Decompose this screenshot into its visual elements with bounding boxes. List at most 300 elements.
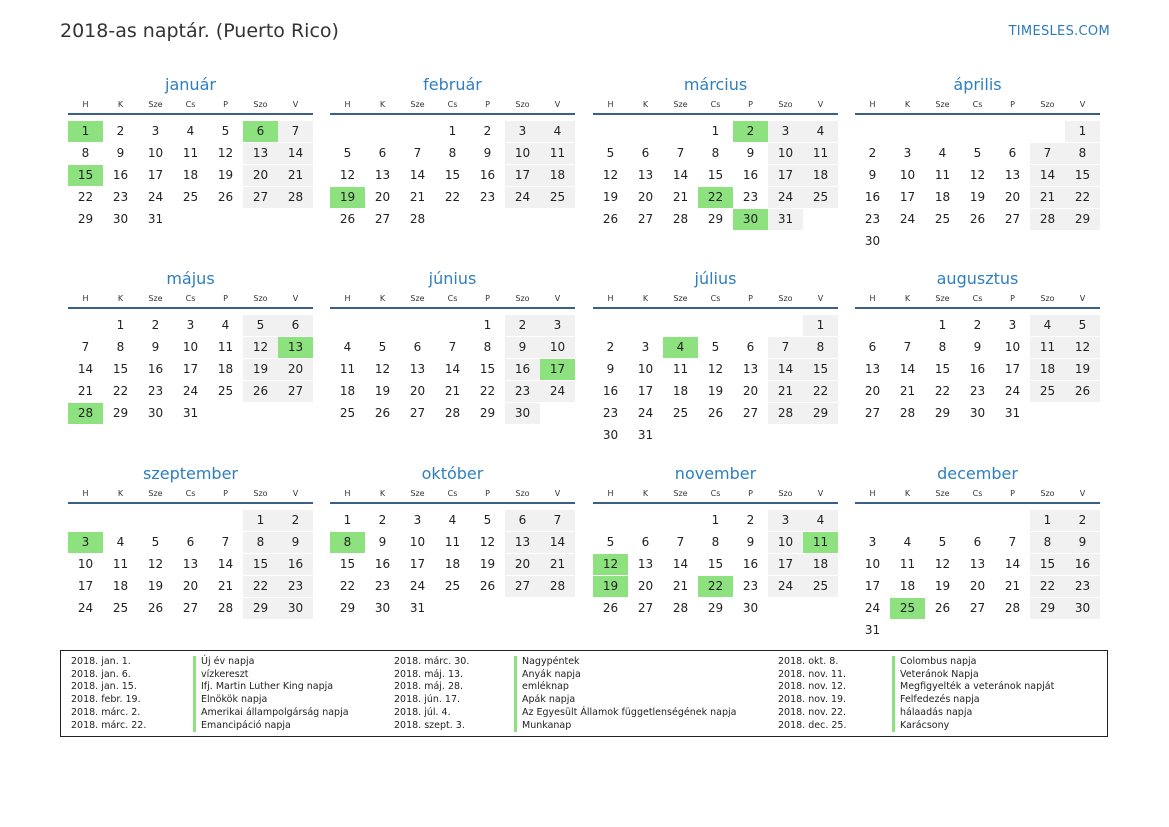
day-cell: 16 [374,557,391,571]
day-cell: 26 [479,579,496,593]
weekday-label: Cs [447,294,458,303]
weekday-label: P [748,100,753,109]
holiday-day-cell: 8 [330,532,365,553]
weekday-label: K [642,100,649,109]
day-cell: 12 [1065,337,1100,358]
day-cell: 7 [81,340,90,354]
day-cell: 28 [768,403,803,424]
holiday-day-cell: 3 [68,532,103,553]
day-cell: 23 [864,212,881,226]
weekday-label: P [223,294,228,303]
day-cell: 12 [479,535,496,549]
month-4 [855,73,1100,247]
holiday-day-cell: 1 [68,121,103,142]
day-cell: 27 [409,406,426,420]
day-cell: 9 [746,146,755,160]
day-cell: 29 [803,403,838,424]
day-cell: 9 [746,535,755,549]
holiday-name: emléknap [522,681,569,693]
day-cell: 17 [768,165,803,186]
weekday-label: V [1079,294,1086,303]
day-cell: 18 [899,579,916,593]
weekday-label: K [904,100,911,109]
day-cell: 25 [112,601,129,615]
day-cell: 5 [973,146,982,160]
day-cell: 10 [899,168,916,182]
day-cell: 2 [606,340,615,354]
day-cell: 5 [606,146,615,160]
day-grid [330,115,575,247]
day-cell: 19 [969,190,986,204]
weekday-label: K [379,100,386,109]
day-cell: 23 [374,579,391,593]
day-cell: 5 [711,340,720,354]
weekday-label: Cs [185,489,196,498]
weekday-label: H [607,100,614,109]
weekday-label: H [607,489,614,498]
day-cell: 24 [182,384,199,398]
weekday-label: P [485,489,490,498]
month-12 [855,462,1100,636]
holiday-name: Ifj. Martin Luther King napja [201,681,334,693]
day-cell: 28 [278,187,313,208]
day-cell: 8 [116,340,125,354]
day-cell: 25 [1030,381,1065,402]
day-cell: 13 [637,557,654,571]
day-cell: 15 [479,362,496,376]
weekday-label: Cs [447,100,458,109]
day-cell: 16 [742,168,759,182]
holiday-date-column [778,656,846,732]
day-cell: 13 [637,168,654,182]
holiday-date: 2018. márc. 22. [71,719,147,731]
holiday-name: Karácsony [900,719,950,731]
holiday-day-cell: 22 [698,576,733,597]
day-cell: 31 [637,428,654,442]
weekday-label: P [223,489,228,498]
day-cell: 2 [116,124,125,138]
day-cell: 15 [112,362,129,376]
holiday-day-cell: 4 [663,337,698,358]
month-10 [330,462,575,636]
day-cell: 9 [151,340,160,354]
day-cell: 8 [243,532,278,553]
day-cell: 18 [803,165,838,186]
day-cell: 3 [768,510,803,531]
day-cell: 20 [182,579,199,593]
day-grid [68,309,313,441]
day-cell: 22 [444,190,461,204]
day-cell: 28 [540,576,575,597]
day-cell: 19 [602,190,619,204]
holiday-name: Emancipáció napja [201,719,291,731]
day-cell: 6 [973,535,982,549]
day-cell: 24 [147,190,164,204]
holiday-date: 2018. febr. 19. [71,694,141,706]
day-cell: 19 [243,359,278,380]
day-cell: 1 [711,513,720,527]
weekday-label: K [117,100,124,109]
day-cell: 2 [1065,510,1100,531]
day-cell: 20 [637,579,654,593]
day-cell: 22 [77,190,94,204]
day-cell: 1 [938,318,947,332]
weekday-label: P [1010,489,1015,498]
day-cell: 1 [243,510,278,531]
day-cell: 18 [339,384,356,398]
day-cell: 3 [540,315,575,336]
day-cell: 13 [742,362,759,376]
day-cell: 4 [221,318,230,332]
day-cell: 5 [1065,315,1100,336]
day-cell: 20 [243,165,278,186]
day-cell: 24 [768,187,803,208]
day-cell: 9 [868,168,877,182]
holiday-day-cell: 28 [68,403,103,424]
day-cell: 10 [1004,340,1021,354]
day-cell: 22 [339,579,356,593]
day-cell: 9 [1065,532,1100,553]
day-cell: 12 [339,168,356,182]
day-cell: 20 [742,384,759,398]
day-cell: 14 [409,168,426,182]
day-cell: 23 [1065,576,1100,597]
day-cell: 14 [1004,557,1021,571]
day-cell: 27 [278,381,313,402]
day-cell: 28 [409,212,426,226]
holiday-date: 2018. márc. 2. [71,706,141,718]
month-5 [68,267,313,441]
month-6 [330,267,575,441]
day-cell: 21 [899,384,916,398]
day-cell: 29 [479,406,496,420]
day-cell: 10 [505,143,540,164]
day-cell: 3 [1008,318,1017,332]
weekday-label: P [1010,100,1015,109]
day-cell: 8 [1065,143,1100,164]
day-cell: 24 [637,406,654,420]
day-cell: 28 [444,406,461,420]
day-cell: 2 [505,315,540,336]
day-cell: 28 [899,406,916,420]
day-cell: 23 [505,381,540,402]
day-cell: 26 [934,601,951,615]
holiday-name-column [193,656,349,732]
holiday-name: Amerikai állampolgárság napja [201,706,349,718]
holiday-name: vízkereszt [201,668,249,680]
weekday-header [855,97,1100,115]
day-cell: 7 [903,340,912,354]
day-cell: 7 [413,146,422,160]
holiday-date: 2018. júl. 4. [394,706,451,718]
day-cell: 17 [147,168,164,182]
day-cell: 30 [505,403,540,424]
weekday-header [330,291,575,309]
holiday-date: 2018. dec. 25. [778,719,847,731]
day-cell: 30 [112,212,129,226]
day-cell: 11 [803,143,838,164]
month-title: október [421,464,484,483]
day-cell: 5 [378,340,387,354]
day-cell: 21 [540,554,575,575]
day-cell: 26 [217,190,234,204]
day-cell: 25 [444,579,461,593]
weekday-label: Cs [185,294,196,303]
weekday-label: Cs [447,489,458,498]
day-cell: 27 [243,187,278,208]
day-cell: 13 [1004,168,1021,182]
day-cell: 26 [147,601,164,615]
weekday-label: Sze [935,100,950,109]
day-cell: 19 [479,557,496,571]
weekday-label: Sze [148,489,163,498]
weekday-label: Cs [710,294,721,303]
day-cell: 1 [483,318,492,332]
day-cell: 22 [803,381,838,402]
day-cell: 20 [374,190,391,204]
day-cell: 26 [1065,381,1100,402]
day-cell: 15 [444,168,461,182]
day-cell: 31 [409,601,426,615]
day-cell: 22 [479,384,496,398]
day-cell: 4 [186,124,195,138]
month-title: szeptember [142,464,238,483]
day-cell: 17 [77,579,94,593]
day-cell: 30 [374,601,391,615]
day-cell: 15 [339,557,356,571]
weekday-label: H [344,100,351,109]
weekday-label: Szo [515,100,530,109]
day-cell: 21 [1004,579,1021,593]
holiday-date: 2018. máj. 28. [394,681,464,693]
holiday-day-cell: 11 [803,532,838,553]
day-cell: 29 [707,601,724,615]
day-cell: 24 [505,187,540,208]
day-cell: 13 [864,362,881,376]
day-cell: 26 [339,212,356,226]
weekday-label: K [904,489,911,498]
day-cell: 19 [217,168,234,182]
day-cell: 21 [409,190,426,204]
month-9 [68,462,313,636]
day-cell: 18 [444,557,461,571]
day-cell: 16 [864,190,881,204]
day-cell: 29 [934,406,951,420]
weekday-label: V [817,294,824,303]
holiday-day-cell: 6 [243,121,278,142]
day-cell: 5 [221,124,230,138]
weekday-label: K [117,294,124,303]
month-7 [593,267,838,441]
weekday-label: K [904,294,911,303]
day-cell: 18 [217,362,234,376]
day-grid [68,115,313,247]
day-cell: 19 [147,579,164,593]
day-cell: 13 [243,143,278,164]
day-cell: 25 [934,212,951,226]
day-cell: 14 [672,557,689,571]
day-cell: 8 [803,337,838,358]
holiday-name-column [514,656,736,732]
day-cell: 2 [483,124,492,138]
day-cell: 14 [278,143,313,164]
brand-link[interactable]: TIMESLES.COM [1008,24,1110,39]
day-cell: 13 [374,168,391,182]
holiday-day-cell: 19 [330,187,365,208]
day-cell: 2 [746,513,755,527]
holiday-day-cell: 15 [68,165,103,186]
day-cell: 12 [969,168,986,182]
weekday-header [855,486,1100,504]
day-cell: 23 [742,579,759,593]
day-cell: 25 [217,384,234,398]
weekday-header [593,97,838,115]
day-cell: 3 [903,146,912,160]
day-cell: 11 [899,557,916,571]
month-title: január [165,75,216,94]
day-cell: 27 [505,576,540,597]
day-cell: 29 [707,212,724,226]
day-cell: 19 [374,384,391,398]
weekday-header [68,291,313,309]
day-cell: 6 [641,535,650,549]
day-cell: 17 [505,165,540,186]
weekday-label: V [292,294,299,303]
day-cell: 5 [606,535,615,549]
weekday-label: V [554,100,561,109]
weekday-label: Szo [253,100,268,109]
day-cell: 24 [540,381,575,402]
weekday-label: K [117,489,124,498]
holiday-date: 2018. máj. 13. [394,668,464,680]
day-cell: 11 [217,340,234,354]
holiday-date: 2018. nov. 19. [778,694,847,706]
holiday-date: 2018. jan. 6. [71,668,131,680]
day-cell: 28 [672,601,689,615]
day-cell: 7 [1008,535,1017,549]
day-cell: 15 [934,362,951,376]
day-cell: 10 [409,535,426,549]
day-cell: 27 [864,406,881,420]
weekday-label: Cs [972,294,983,303]
day-cell: 7 [1030,143,1065,164]
day-cell: 6 [1008,146,1017,160]
day-cell: 9 [606,362,615,376]
day-cell: 15 [1065,165,1100,186]
weekday-label: V [1079,100,1086,109]
day-cell: 1 [448,124,457,138]
day-cell: 22 [112,384,129,398]
month-1 [68,73,313,247]
day-cell: 1 [1030,510,1065,531]
day-cell: 9 [505,337,540,358]
holiday-day-cell: 17 [540,359,575,380]
day-cell: 3 [868,535,877,549]
weekday-label: Szo [253,294,268,303]
day-cell: 26 [969,212,986,226]
holiday-name: Nagypéntek [522,656,580,667]
weekday-label: Szo [778,489,793,498]
day-cell: 8 [711,146,720,160]
day-cell: 15 [1030,554,1065,575]
day-cell: 22 [934,384,951,398]
day-cell: 17 [409,557,426,571]
day-cell: 5 [243,315,278,336]
day-cell: 24 [899,212,916,226]
day-cell: 30 [742,601,759,615]
day-grid [593,309,838,441]
day-cell: 12 [934,557,951,571]
day-cell: 4 [803,121,838,142]
holiday-name: Munkanap [522,719,572,731]
day-grid [855,504,1100,636]
holiday-date: 2018. nov. 12. [778,681,847,693]
day-cell: 3 [151,124,160,138]
day-cell: 13 [969,557,986,571]
day-cell: 18 [672,384,689,398]
day-cell: 3 [641,340,650,354]
day-cell: 5 [483,513,492,527]
day-cell: 21 [444,384,461,398]
weekday-label: Sze [410,294,425,303]
day-cell: 1 [343,513,352,527]
day-cell: 9 [116,146,125,160]
month-title: március [683,75,748,94]
day-cell: 17 [1004,362,1021,376]
day-cell: 17 [182,362,199,376]
holiday-date: 2018. okt. 8. [778,656,839,667]
day-cell: 31 [182,406,199,420]
day-cell: 16 [112,168,129,182]
day-cell: 21 [217,579,234,593]
day-cell: 19 [1065,359,1100,380]
weekday-label: H [869,100,876,109]
day-cell: 30 [147,406,164,420]
day-cell: 18 [112,579,129,593]
day-cell: 10 [77,557,94,571]
day-cell: 30 [602,428,619,442]
weekday-label: Sze [935,294,950,303]
day-cell: 11 [1030,337,1065,358]
day-cell: 11 [339,362,356,376]
day-cell: 29 [77,212,94,226]
holiday-name: Megfigyelték a veteránok napját [900,681,1055,693]
day-cell: 20 [637,190,654,204]
day-cell: 8 [711,535,720,549]
day-cell: 9 [278,532,313,553]
day-cell: 28 [217,601,234,615]
weekday-label: Szo [515,489,530,498]
day-cell: 4 [938,146,947,160]
day-cell: 13 [505,532,540,553]
day-cell: 31 [768,209,803,230]
day-cell: 27 [742,406,759,420]
day-cell: 5 [151,535,160,549]
day-cell: 26 [243,381,278,402]
month-title: február [423,75,482,94]
day-cell: 19 [934,579,951,593]
day-cell: 23 [969,384,986,398]
day-cell: 28 [1004,601,1021,615]
day-cell: 24 [768,576,803,597]
day-cell: 31 [147,212,164,226]
day-cell: 25 [540,187,575,208]
holiday-day-cell: 2 [733,121,768,142]
day-grid [68,504,313,636]
day-cell: 10 [182,340,199,354]
day-cell: 2 [973,318,982,332]
weekday-label: H [344,294,351,303]
